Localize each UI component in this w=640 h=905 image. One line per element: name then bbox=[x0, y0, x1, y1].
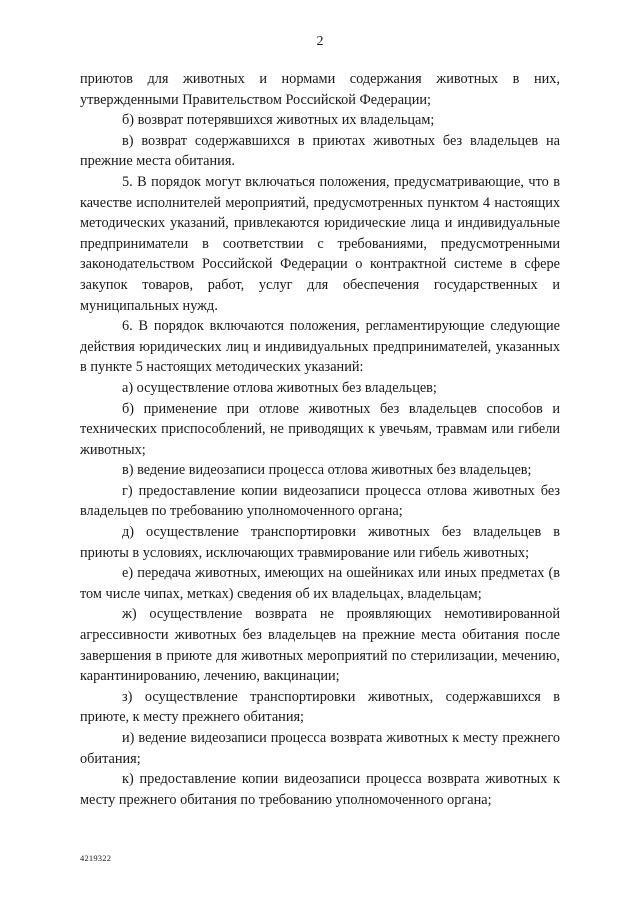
paragraph-item-b2: б) применение при отлове животных без владельцев способов и технических приспособлений, не приводящих к увечьям, травмам или гибели животных; bbox=[80, 400, 560, 458]
document-code: 4219322 bbox=[80, 853, 112, 863]
paragraph-section-5: 5. В порядок могут включаться положения, предусматривающие, что в качестве исполнителей мероприятий, предусмотренных пунктом 4 настоящих методических указаний, привлекаются юридические лица и индивидуальные предприниматели в соответствии с требованиями, предусмотренными законодательством Российской Федерации о контрактной системе в сфере закупок товаров, работ, услуг для обеспечения государственных и муниципальных нужд. bbox=[80, 173, 560, 314]
paragraph-item-a: а) осуществление отлова животных без владельцев; bbox=[122, 379, 437, 396]
paragraph-item-d: д) осуществление транспортировки животных без владельцев в приюты в условиях, исключающих травмирование или гибель животных; bbox=[80, 524, 560, 561]
paragraph-item-k: к) предоставление копии видеозаписи процесса возврата животных к месту прежнего обитания по требованию уполномоченного органа; bbox=[80, 771, 560, 808]
document-body bbox=[80, 69, 560, 810]
paragraph-item-v: в) возврат содержавшихся в приютах животных без владельцев на прежние места обитания. bbox=[80, 132, 560, 170]
paragraph-item-b: б) возврат потерявшихся животных их владельцам; bbox=[122, 112, 435, 129]
paragraph-item-v2: в) ведение видеозаписи процесса отлова животных без владельцев; bbox=[122, 462, 532, 479]
paragraph-item-i: и) ведение видеозаписи процесса возврата животных к месту прежнего обитания; bbox=[80, 730, 560, 767]
paragraph-item-g: г) предоставление копии видеозаписи процесса отлова животных без владельцев по требованию уполномоченного органа; bbox=[80, 482, 560, 520]
paragraph-continuation: приютов для животных и нормами содержания животных в них, утвержденными Правительством Российской Федерации; bbox=[80, 71, 560, 108]
paragraph-item-z: з) осуществление транспортировки животных, содержавшихся в приюте, к месту прежнего обитания; bbox=[80, 688, 560, 726]
paragraph-section-6: 6. В порядок включаются положения, регламентирующие следующие действия юридических лиц и индивидуальных предпринимателей, указанных в пункте 5 настоящих методических указаний: bbox=[80, 318, 560, 376]
page-number: 2 bbox=[316, 34, 324, 49]
paragraph-item-e: е) передача животных, имеющих на ошейниках или иных предметах (в том числе чипах, метках) сведения об их владельцах, владельцам; bbox=[80, 565, 560, 602]
paragraph-item-zh: ж) осуществление возврата не проявляющих немотивированной агрессивности животных без владельцев на прежние места обитания после завершения в приюте для животных мероприятий по стерилизации, мечению, карантинированию, лечению, вакцинации; bbox=[80, 606, 560, 685]
